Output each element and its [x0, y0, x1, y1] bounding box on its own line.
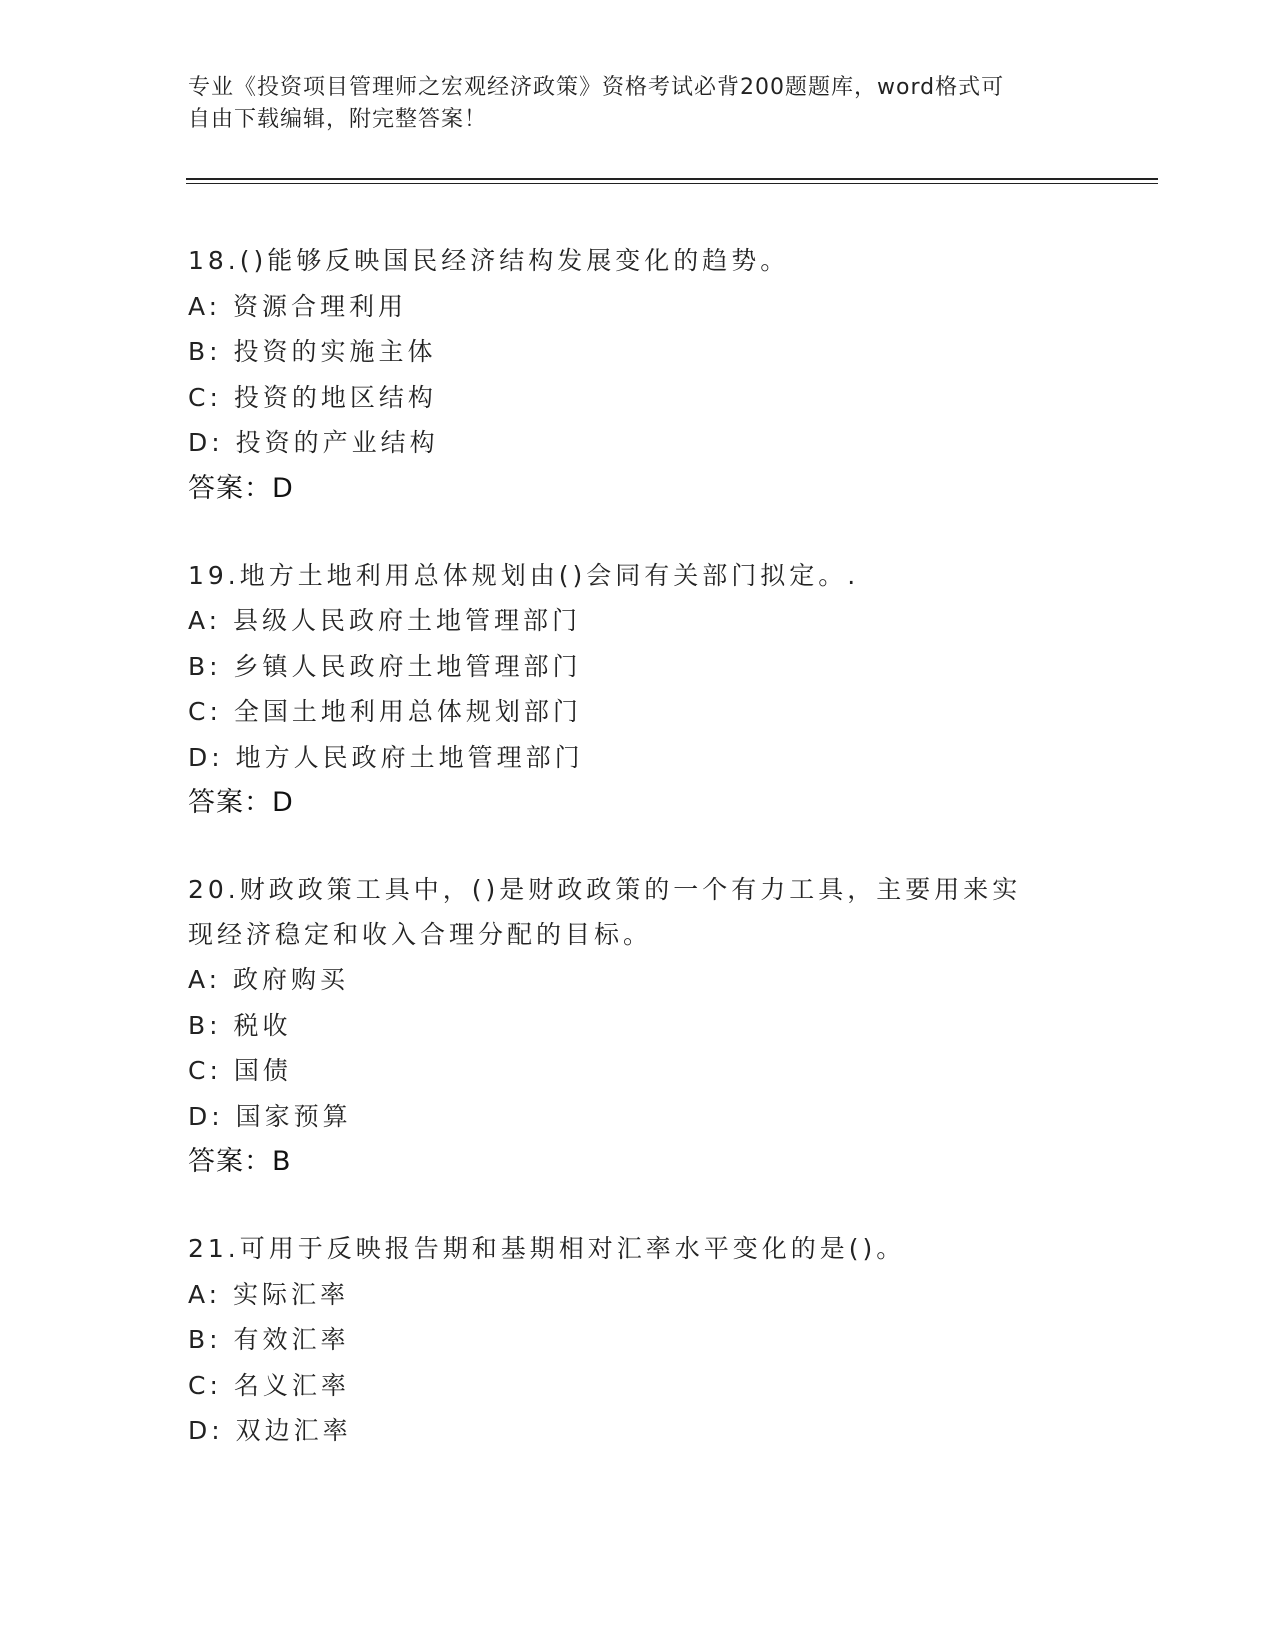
option-b: B: 投资的实施主体	[188, 337, 437, 366]
option-d: D: 国家预算	[188, 1101, 352, 1131]
question-stem: 20.财政政策工具中，()是财政政策的一个有力工具，主要用来实现经济稳定和收入合理分配的目标。	[188, 875, 1022, 949]
question-18	[188, 238, 1088, 511]
option-b: B: 乡镇人民政府土地管理部门	[188, 651, 582, 681]
header-divider	[186, 178, 1158, 184]
option-a: A: 资源合理利用	[188, 291, 408, 321]
option-c: C: 投资的地区结构	[188, 382, 437, 412]
answer-text: 答案：D	[188, 472, 294, 504]
question-stem: 18.()能够反映国民经济结构发展变化的趋势。	[188, 246, 790, 275]
option-a: A: 县级人民政府土地管理部门	[188, 606, 582, 635]
document-header	[188, 72, 1068, 136]
question-20	[188, 867, 1088, 1184]
answer-text: 答案：B	[188, 1146, 292, 1177]
question-19	[188, 553, 1088, 826]
option-b: B: 有效汇率	[188, 1325, 350, 1354]
header-line-2: 自由下载编辑，附完整答案！	[188, 107, 488, 132]
answer-text: 答案：D	[188, 787, 294, 818]
question-21	[188, 1226, 1088, 1454]
question-stem: 19.地方土地利用总体规划由()会同有关部门拟定。.	[188, 560, 860, 590]
question-stem: 21.可用于反映报告期和基期相对汇率水平变化的是()。	[188, 1234, 906, 1263]
option-c: C: 国债	[188, 1056, 292, 1085]
option-d: D: 双边汇率	[188, 1416, 352, 1445]
option-a: A: 政府购买	[188, 965, 350, 994]
option-c: C: 全国土地利用总体规划部门	[188, 697, 582, 726]
header-line-1: 专业《投资项目管理师之宏观经济政策》资格考试必背200题题库，word格式可	[188, 75, 1005, 100]
option-b: B: 税收	[188, 1010, 292, 1040]
option-a: A: 实际汇率	[188, 1279, 350, 1309]
option-d: D: 地方人民政府土地管理部门	[188, 742, 584, 772]
option-d: D: 投资的产业结构	[188, 428, 439, 457]
question-list	[188, 238, 1088, 1496]
option-c: C: 名义汇率	[188, 1370, 350, 1400]
